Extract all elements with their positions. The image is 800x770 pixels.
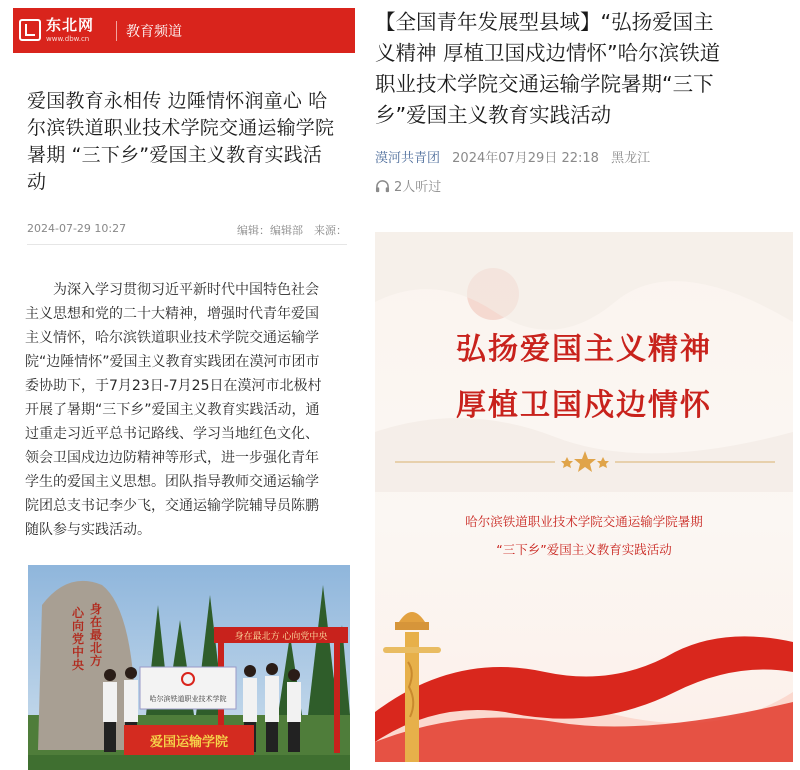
star-icon <box>597 457 609 468</box>
meta-divider <box>27 244 347 245</box>
star-icon <box>561 457 573 468</box>
article-title: 【全国青年发展型县域】“弘扬爱国主 义精神 厚植卫国戍边情怀”哈尔滨铁道 职业技术学院交通运输学院暑期“三下 乡”爱国主义教育实践活动 <box>375 10 721 127</box>
svg-text:哈尔滨铁道职业技术学院: 哈尔滨铁道职业技术学院 <box>149 695 227 703</box>
article-photo <box>28 565 350 770</box>
article-date: 2024-07-29 10:27 <box>27 222 127 235</box>
article-title: 爱国教育永相传 边陲情怀润童心 哈 尔滨铁道职业技术学院交通运输学院 暑期 “三下乡”爱国主义教育实践活 动 <box>27 90 335 193</box>
poster-headline-2: 厚植卫国戍边情怀 <box>456 388 712 423</box>
account-name-link[interactable]: 漠河共青团 <box>375 151 441 166</box>
star-divider <box>395 447 775 477</box>
publish-region: 黑龙江 <box>611 151 651 166</box>
arch-slogan: 身在最北方 心向党中央 <box>234 632 328 642</box>
poster-subtitle-2: “三下乡”爱国主义教育实践活动 <box>496 542 672 557</box>
group-photo-illustration <box>28 565 350 770</box>
poster-headline-1: 弘扬爱国主义精神 <box>456 332 712 367</box>
article-body: 为深入学习贯彻习近平新时代中国特色社会 主义思想和党的二十大精神，增强时代青年爱国 主义情怀，哈尔滨铁道职业技术学院交通运输学 院“边陲情怀”爱国主义教育实践团在漠河市团市 委协助下，于7月23日-7月25日在漠河市北极村 开展了暑期“三下乡”爱国主义教育实践活动，通 过重走习近平总书记路线、学习当地红色文化、 领会卫国戍边边防精神等形式，进一步强化青年 学生的爱国主义思想。团队指导教师交通运输学 院团总支书记李少飞，交通运输学院辅导员陈鹏 随队参与实践活动。 <box>25 282 322 538</box>
left-article-panel <box>13 8 355 770</box>
article-editor: 编辑：编辑部 来源： <box>237 224 347 237</box>
banner-text: 爱国运输学院 <box>149 735 229 750</box>
site-logo[interactable] <box>19 15 94 45</box>
logo-name: 东北网 <box>46 15 95 34</box>
article-poster <box>375 232 793 762</box>
logo-mark-icon <box>19 19 41 41</box>
right-article-panel <box>363 0 800 770</box>
stone-inscription: 身在最北方 <box>90 602 103 668</box>
channel-link[interactable]: 教育频道 <box>126 24 182 40</box>
header-divider <box>116 21 117 41</box>
publish-time: 2024年07月29日 22:18 <box>452 151 599 166</box>
svg-text:心向党中央: 心向党中央 <box>72 606 85 672</box>
listener-count: 2人听过 <box>394 180 442 195</box>
article-meta <box>375 147 650 166</box>
huabiao-ribbon-art <box>375 592 793 762</box>
logo-url: www.dbw.cn <box>46 34 90 43</box>
star-icon <box>574 451 596 472</box>
headphone-icon <box>375 179 390 193</box>
site-header <box>13 8 355 53</box>
poster-subtitle-1: 哈尔滨铁道职业技术学院交通运输学院暑期 <box>465 514 703 529</box>
listen-button[interactable] <box>375 176 441 195</box>
